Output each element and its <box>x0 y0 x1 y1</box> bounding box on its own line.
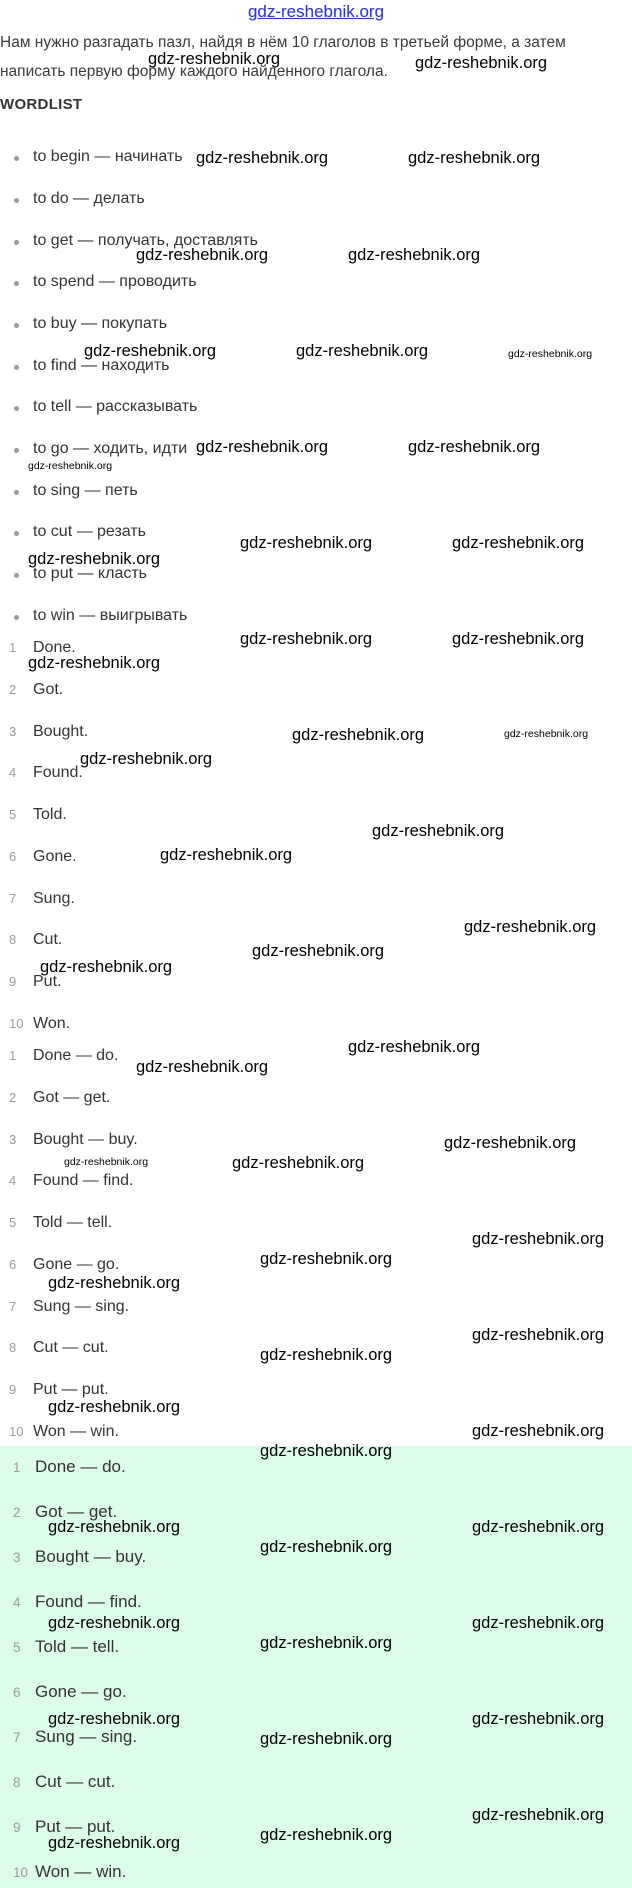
watermark: gdz-reshebnik.org <box>260 1826 393 1844</box>
list-text: Done — do. <box>35 1457 126 1476</box>
list-text: Won — win. <box>35 1862 127 1881</box>
watermark: gdz-reshebnik.org <box>260 1634 393 1652</box>
list-text: Found. <box>33 764 83 781</box>
watermark: gdz-reshebnik.org <box>472 1710 605 1728</box>
watermark: gdz-reshebnik.org <box>472 1614 605 1632</box>
watermark: gdz-reshebnik.org <box>48 1518 181 1536</box>
list-item <box>0 973 61 991</box>
list-text: Told — tell. <box>33 1214 113 1231</box>
list-number: 8 <box>13 1775 21 1790</box>
list-item <box>0 1772 115 1792</box>
wordlist-item: to go — ходить, идти <box>33 440 188 457</box>
list-number: 4 <box>13 1595 21 1610</box>
task-text: Нам нужно разгадать пазл, найдя в нём 10 глаголов в третьей форме, а затем написать первую форму каждого найденного глагола. <box>0 34 566 80</box>
list-text: Put — put. <box>33 1381 109 1398</box>
list-number: 4 <box>9 1173 17 1188</box>
list-number: 10 <box>9 1424 24 1439</box>
watermark: gdz-reshebnik.org <box>452 630 585 648</box>
list-item <box>0 1047 118 1065</box>
watermark: gdz-reshebnik.org <box>64 1156 149 1168</box>
watermark: gdz-reshebnik.org <box>444 1134 577 1152</box>
watermark: gdz-reshebnik.org <box>472 1326 605 1344</box>
list-text: Sung. <box>33 890 75 907</box>
list-number: 9 <box>13 1820 21 1835</box>
list-item <box>0 931 62 949</box>
list-number: 1 <box>9 640 17 655</box>
list-text: Found — find. <box>35 1592 142 1611</box>
list-item <box>0 1423 119 1441</box>
wordlist-item: to buy — покупать <box>33 315 168 332</box>
watermark: gdz-reshebnik.org <box>296 342 429 360</box>
watermark: gdz-reshebnik.org <box>464 918 597 936</box>
list-number: 1 <box>9 1048 17 1063</box>
watermark: gdz-reshebnik.org <box>196 149 329 167</box>
watermark: gdz-reshebnik.org <box>472 1230 605 1248</box>
watermark: gdz-reshebnik.org <box>28 550 161 568</box>
list-number: 2 <box>13 1505 21 1520</box>
list-text: Told — tell. <box>35 1637 120 1656</box>
watermark: gdz-reshebnik.org <box>84 342 217 360</box>
list-item <box>0 1862 126 1882</box>
list-number: 3 <box>9 1132 17 1147</box>
list-number: 5 <box>9 1215 17 1230</box>
list-item <box>0 1637 119 1657</box>
list-text: Won. <box>33 1015 71 1032</box>
list-item <box>0 1089 110 1107</box>
watermark: gdz-reshebnik.org <box>292 726 425 744</box>
list-number: 9 <box>9 1382 17 1397</box>
list-number: 4 <box>9 765 17 780</box>
list-text: Cut — cut. <box>33 1339 109 1356</box>
watermark: gdz-reshebnik.org <box>452 534 585 552</box>
watermark: gdz-reshebnik.org <box>260 1730 393 1748</box>
list-text: Bought. <box>33 723 89 740</box>
list-item <box>0 1682 127 1702</box>
list-text: Bought — buy. <box>33 1131 138 1148</box>
watermark: gdz-reshebnik.org <box>260 1442 393 1460</box>
wordlist-item: to cut — резать <box>33 523 147 540</box>
watermark: gdz-reshebnik.org <box>260 1346 393 1364</box>
list-item <box>0 890 75 908</box>
list-text: Done. <box>33 639 76 656</box>
watermark: gdz-reshebnik.org <box>160 846 293 864</box>
list-item <box>0 1298 129 1316</box>
watermark: gdz-reshebnik.org <box>348 1038 481 1056</box>
watermark: gdz-reshebnik.org <box>148 50 281 68</box>
list-item <box>0 1727 137 1747</box>
wordlist-item: to sing — петь <box>33 482 138 499</box>
list-number: 3 <box>9 724 17 739</box>
list-text: Put. <box>33 973 62 990</box>
watermark: gdz-reshebnik.org <box>252 942 385 960</box>
list-number: 5 <box>9 807 17 822</box>
list-item <box>0 1592 142 1612</box>
list-text: Done — do. <box>33 1047 119 1064</box>
wordlist-item: to do — делать <box>33 190 145 207</box>
list-text: Gone — go. <box>35 1682 127 1701</box>
list-item <box>0 1547 146 1567</box>
list-item <box>0 1015 70 1033</box>
watermark: gdz-reshebnik.org <box>136 1058 269 1076</box>
watermark: gdz-reshebnik.org <box>80 750 213 768</box>
watermark: gdz-reshebnik.org <box>28 654 161 672</box>
watermark: gdz-reshebnik.org <box>48 1274 181 1292</box>
list-text: Gone — go. <box>33 1256 120 1273</box>
list-text: Found — find. <box>33 1172 134 1189</box>
list-text: Cut. <box>33 931 63 948</box>
watermark: gdz-reshebnik.org <box>260 1250 393 1268</box>
watermark: gdz-reshebnik.org <box>232 1154 365 1172</box>
list-number: 5 <box>13 1640 21 1655</box>
list-item <box>0 681 63 699</box>
list-text: Cut — cut. <box>35 1772 116 1791</box>
list-number: 7 <box>13 1730 21 1745</box>
list-number: 3 <box>13 1550 21 1565</box>
list-item <box>0 1817 115 1837</box>
list-number: 9 <box>9 974 17 989</box>
watermark: gdz-reshebnik.org <box>48 1398 181 1416</box>
watermark: gdz-reshebnik.org <box>260 1538 393 1556</box>
list-text: Told. <box>33 806 67 823</box>
watermark: gdz-reshebnik.org <box>28 460 113 472</box>
list-text: Got — get. <box>33 1089 111 1106</box>
watermark: gdz-reshebnik.org <box>472 1422 605 1440</box>
list-number: 7 <box>9 1299 17 1314</box>
list-item <box>0 764 83 782</box>
list-text: Won — win. <box>33 1423 119 1440</box>
watermark: gdz-reshebnik.org <box>40 958 173 976</box>
list-number: 6 <box>13 1685 21 1700</box>
list-number: 10 <box>9 1016 24 1031</box>
watermark: gdz-reshebnik.org <box>408 149 541 167</box>
watermark: gdz-reshebnik.org <box>348 246 481 264</box>
site-title[interactable]: gdz-reshebnik.org <box>247 2 385 21</box>
wordlist-item: to begin — начинать <box>33 148 183 165</box>
watermark: gdz-reshebnik.org <box>504 728 589 740</box>
watermark: gdz-reshebnik.org <box>196 438 329 456</box>
watermark: gdz-reshebnik.org <box>48 1710 181 1728</box>
list-text: Gone. <box>33 848 77 865</box>
list-number: 6 <box>9 849 17 864</box>
list-item <box>0 1502 117 1522</box>
list-number: 8 <box>9 932 17 947</box>
wordlist-item: to win — выигрывать <box>33 607 188 624</box>
list-number: 2 <box>9 682 17 697</box>
watermark: gdz-reshebnik.org <box>472 1806 605 1824</box>
list-item <box>0 1256 119 1274</box>
list-text: Got. <box>33 681 64 698</box>
list-item <box>0 1131 138 1149</box>
list-text: Got — get. <box>35 1502 118 1521</box>
list-item <box>0 723 88 741</box>
list-number: 7 <box>9 891 17 906</box>
list-number: 8 <box>9 1340 17 1355</box>
watermark: gdz-reshebnik.org <box>240 534 373 552</box>
watermark: gdz-reshebnik.org <box>408 438 541 456</box>
wordlist-item: to find — находить <box>33 357 170 374</box>
list-item <box>0 639 76 657</box>
list-number: 2 <box>9 1090 17 1105</box>
list-item <box>0 1214 112 1232</box>
list-number: 1 <box>13 1460 21 1475</box>
watermark: gdz-reshebnik.org <box>48 1834 181 1852</box>
list-text: Sung — sing. <box>35 1727 138 1746</box>
list-text: Sung — sing. <box>33 1298 130 1315</box>
watermark: gdz-reshebnik.org <box>136 246 269 264</box>
list-number: 10 <box>13 1865 29 1880</box>
list-item <box>0 848 77 866</box>
watermark: gdz-reshebnik.org <box>240 630 373 648</box>
wordlist-title: WORDLIST <box>0 96 83 113</box>
wordlist-item: to spend — проводить <box>33 273 197 290</box>
list-item <box>0 1457 126 1477</box>
wordlist-item: to put — класть <box>33 565 147 582</box>
list-item <box>0 1381 109 1399</box>
watermark: gdz-reshebnik.org <box>508 348 593 360</box>
watermark: gdz-reshebnik.org <box>472 1518 605 1536</box>
wordlist-item: to tell — рассказывать <box>33 398 198 415</box>
watermark: gdz-reshebnik.org <box>415 54 548 72</box>
list-text: Bought — buy. <box>35 1547 147 1566</box>
watermark: gdz-reshebnik.org <box>372 822 505 840</box>
wordlist-item: to get — получать, доставлять <box>33 232 258 249</box>
list-text: Put — put. <box>35 1817 116 1836</box>
list-item <box>0 1339 109 1357</box>
list-number: 6 <box>9 1257 17 1272</box>
list-item <box>0 806 67 824</box>
watermark: gdz-reshebnik.org <box>48 1614 181 1632</box>
list-item <box>0 1172 134 1190</box>
